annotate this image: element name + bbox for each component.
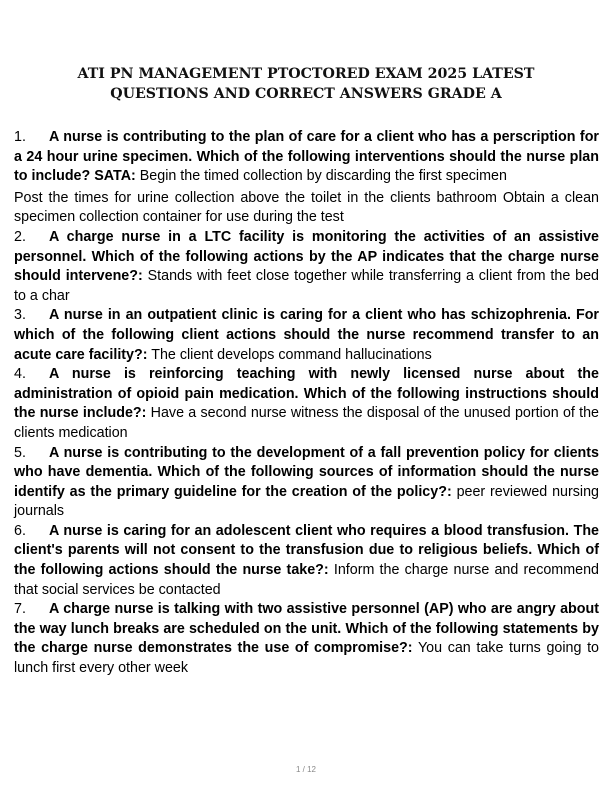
answer-text: The client develops command hallucinations [151, 346, 432, 363]
question-item [14, 522, 599, 600]
question-item [14, 600, 599, 678]
answer-text: Inform the charge nurse and recommend that social services be contacted [14, 562, 599, 598]
question-item [14, 444, 599, 522]
question-item [14, 228, 599, 306]
question-text: A nurse is caring for an adolescent client who requires a blood transfusion. The client's parents will not consent to the transfusion due to religious beliefs. Which of the following actions should the nurse take?: [14, 522, 599, 579]
answer-text: peer reviewed nursing journals [14, 483, 599, 520]
page-indicator: 1 / 12 [295, 765, 316, 774]
answer-text: Begin the timed collection by discarding the first specimen [139, 168, 507, 185]
question-number: 1. [14, 129, 26, 145]
question-text: A charge nurse in a LTC facility is monitoring the activities of an assistive personnel. Which of the following actions by the AP indicates that the charge nurse should intervene?: [14, 228, 599, 285]
question-text: A nurse is contributing to the development of a fall prevention policy for clients who have dementia. Which of the following sources of information should the nurse identify as the primary guideline for the creation of the policy?: [14, 444, 599, 500]
question-text: A nurse in an outpatient clinic is caring for a client who has schizophrenia. For which of the following client actions should the nurse recommend transfer to an acute care facility?: [14, 307, 599, 363]
answer-text: Have a second nurse witness the disposal of the unused portion of the clients medication [14, 405, 599, 441]
question-list [14, 128, 599, 679]
question-number: 7. [14, 601, 26, 618]
question-item [14, 128, 599, 187]
answer-text: Stands with feet close together while transferring a client from the bed to a char [14, 268, 599, 304]
question-text: A nurse is reinforcing teaching with newly licensed nurse about the administration of opioid pain medication. Which of the following instructions should the nurse include?: [14, 366, 599, 422]
question-number: 4. [14, 366, 26, 383]
question-number: 5. [14, 444, 26, 461]
question-item [14, 365, 599, 443]
question-number: 3. [14, 307, 26, 324]
answer-continuation: Post the times for urine collection above the toilet in the clients bathroom Obtain a clean specimen collection container for use during the test [14, 189, 599, 226]
question-text: A nurse is contributing to the plan of care for a client who has a perscription for a 24 hour urine specimen. Which of the following interventions should the nurse plan to include? SATA: [14, 129, 599, 185]
answer-text: You can take turns going to lunch first every other week [14, 640, 600, 677]
question-number: 2. [14, 228, 26, 245]
question-text: A charge nurse is talking with two assistive personnel (AP) who are angry about the way lunch breaks are scheduled on the unit. Which of the following statements by the charge nurse demonstrates the use of compromise?: [14, 601, 599, 657]
document-title: ATI PN MANAGEMENT PTOCTORED EXAM 2025 LATEST QUESTIONS AND CORRECT ANSWERS GRADE A [77, 66, 535, 102]
question-number: 6. [14, 522, 26, 539]
question-item [14, 306, 599, 365]
